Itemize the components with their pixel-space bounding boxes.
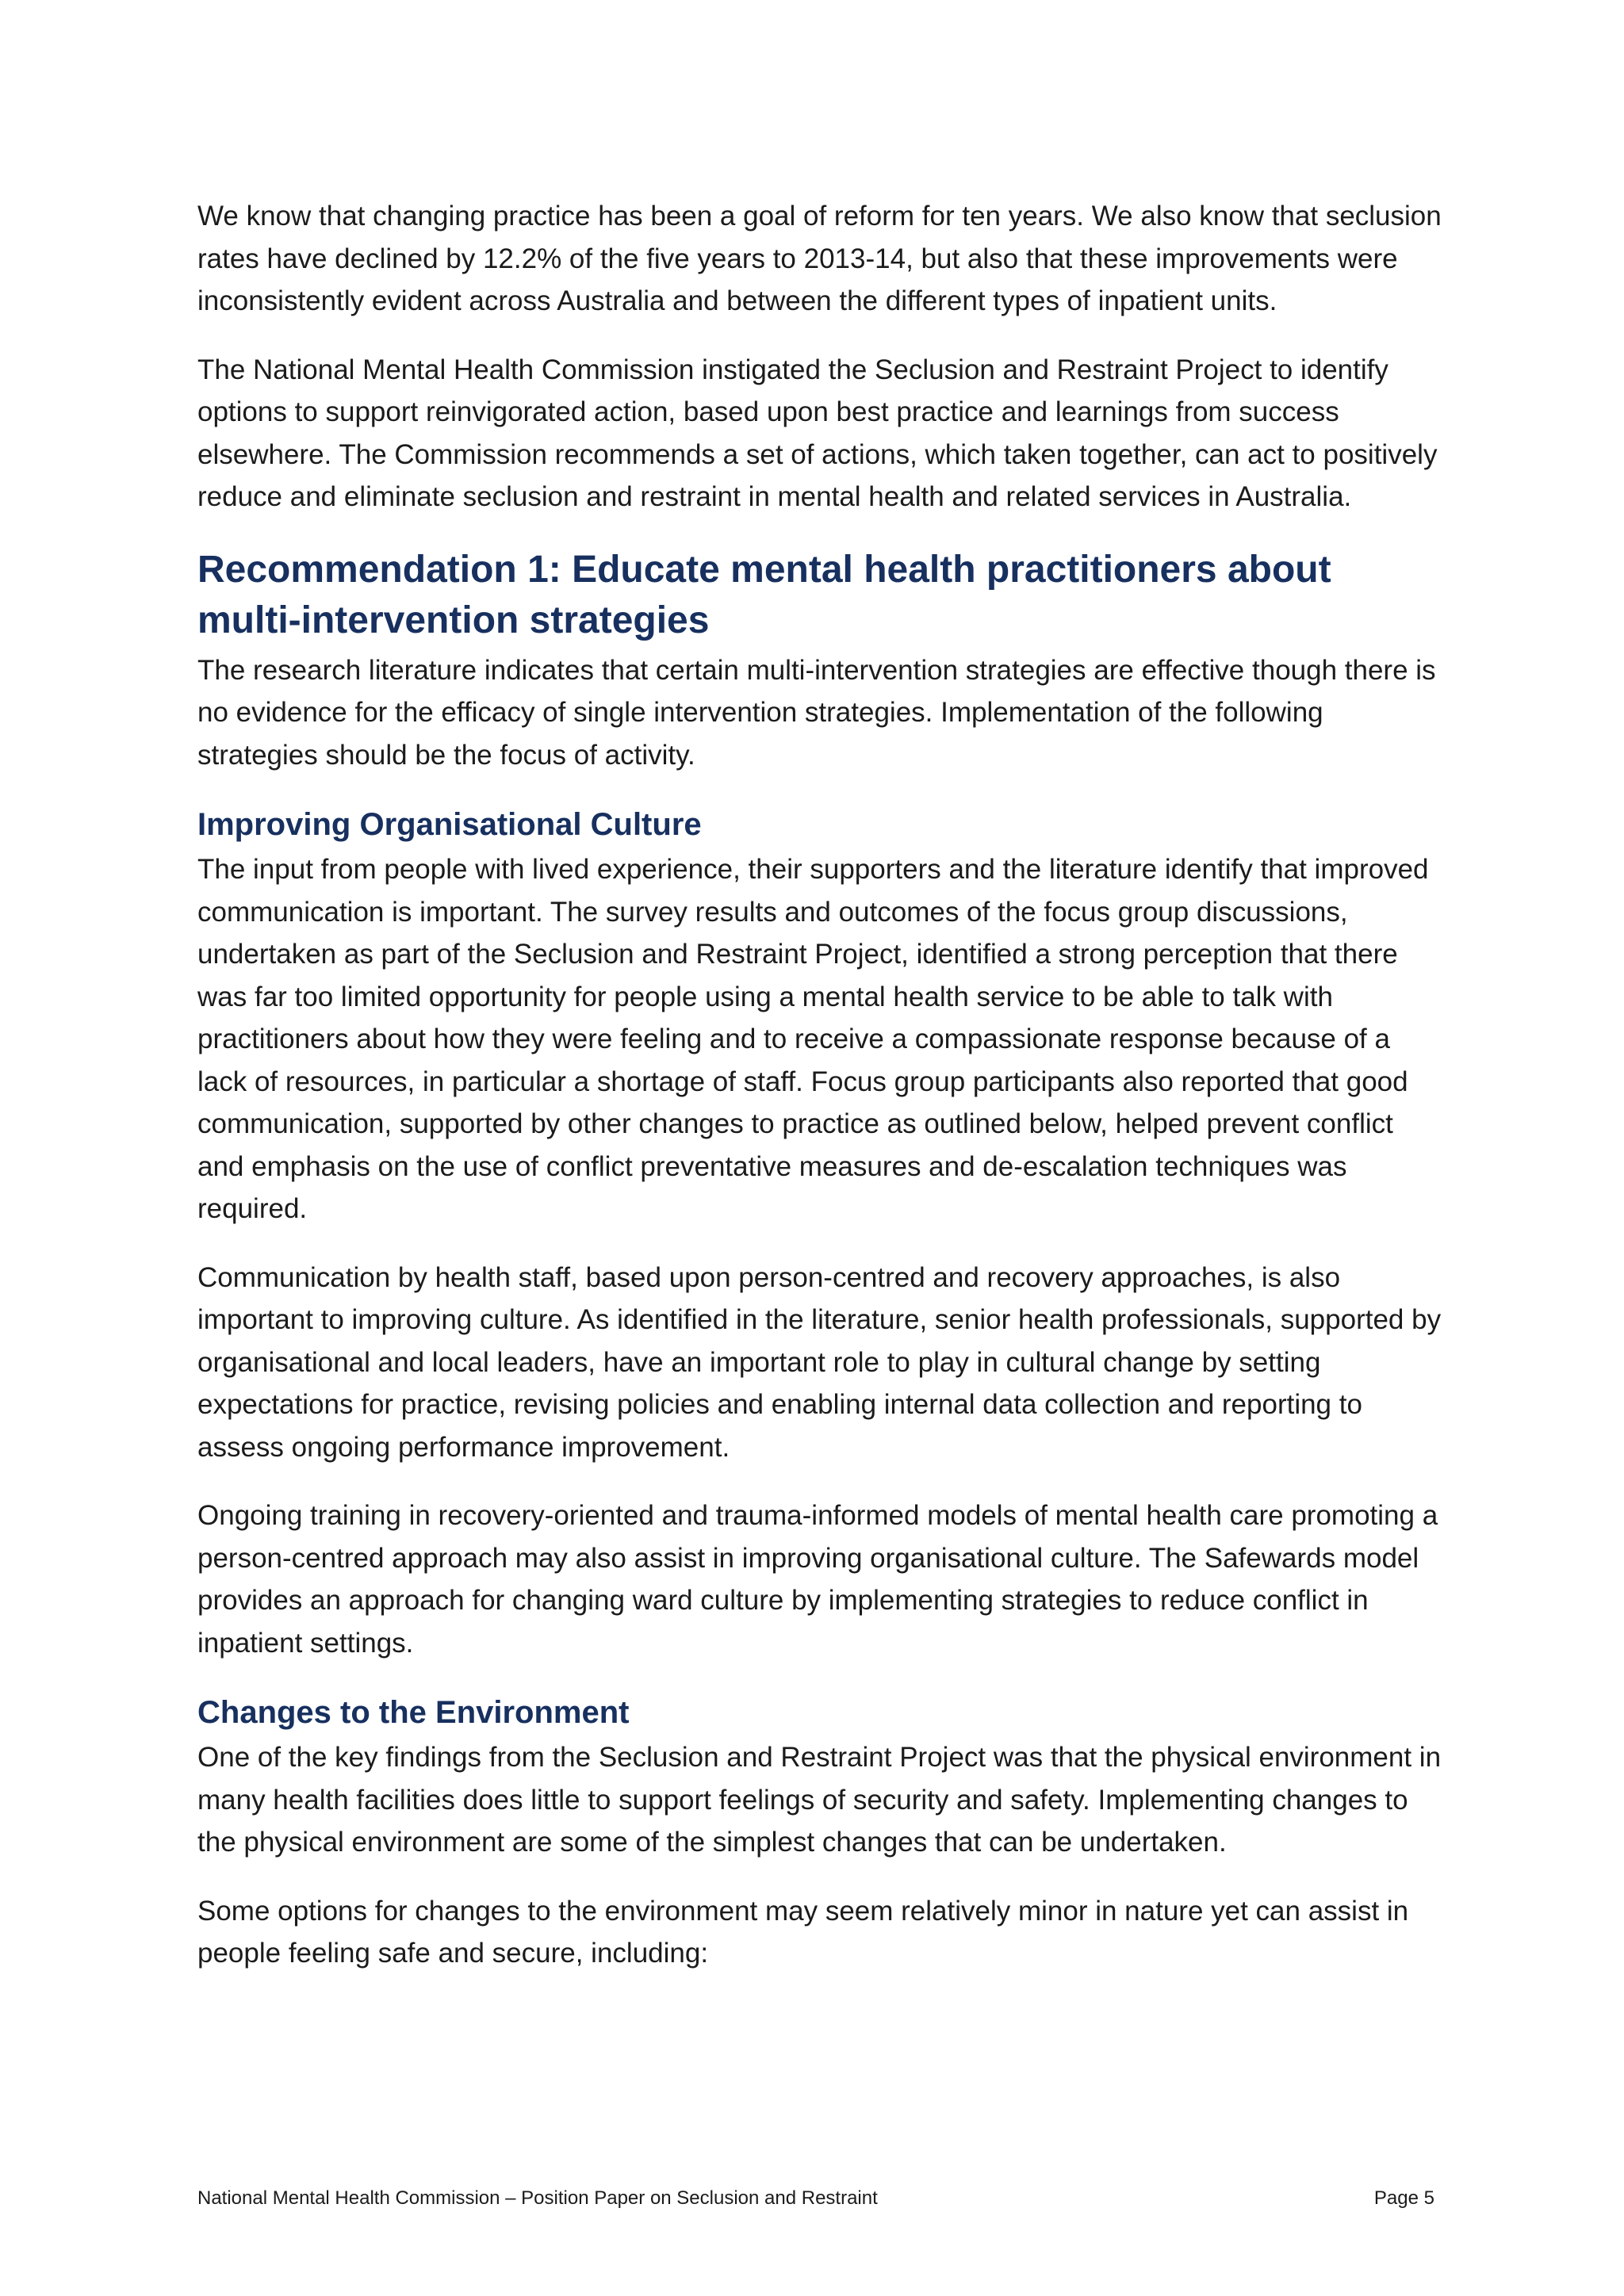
intro-paragraph-2: The National Mental Health Commission instigated the Seclusion and Restraint Project to identify options to support reinvigorated action, based upon best practice and learnings from success elsewhere. The Commission recommends a set of actions, which taken together, can act to positively reduce and eliminate seclusion and restraint in mental health and related services in Australia. — [197, 354, 1438, 512]
culture-paragraph-2: Communication by health staff, based upon person-centred and recovery approaches, is also important to improving culture. As identified in the literature, senior health professionals, supported by organisational and local leaders, have an important role to play in cultural change by setting expectations for practice, revising policies and enabling internal data collection and reporting to assess ongoing performance improvement. — [197, 1261, 1442, 1463]
recommendation-1-heading: Recommendation 1: Educate mental health practitioners about multi-intervention strategies — [197, 548, 1331, 641]
culture-paragraph-1: The input from people with lived experience, their supporters and the literature identify that improved communication is important. The survey results and outcomes of the focus group discussions, undertaken as part of the Seclusion and Restraint Project, identified a strong perception that there was far too limited opportunity for people using a mental health service to be able to talk with practitioners about how they were feeling and to receive a compassionate response because of a lack of resources, in particular a shortage of staff. Focus group participants also reported that good communication, supported by other changes to practice as outlined below, helped prevent conflict and emphasis on the use of conflict preventative measures and de-escalation techniques was required. — [197, 854, 1429, 1224]
intro-paragraph-1: We know that changing practice has been a goal of reform for ten years. We also know that seclusion rates have declined by 12.2% of the five years to 2013-14, but also that these improvements were inconsistently evident across Australia and between the different types of inpatient units. — [197, 201, 1442, 316]
environment-heading: Changes to the Environment — [197, 1695, 630, 1730]
footer-title: National Mental Health Commission – Position Paper on Seclusion and Restraint — [197, 2187, 878, 2209]
page-content — [197, 195, 1442, 2001]
environment-paragraph-2: Some options for changes to the environment may seem relatively minor in nature yet can assist in people feeling safe and secure, including: — [197, 1895, 1409, 1969]
recommendation-1-intro: The research literature indicates that certain multi-intervention strategies are effective though there is no evidence for the efficacy of single intervention strategies. Implementation of the following strategies should be the focus of activity. — [197, 654, 1436, 771]
culture-heading: Improving Organisational Culture — [197, 807, 702, 842]
culture-paragraph-3: Ongoing training in recovery-oriented and trauma-informed models of mental health care promoting a person-centred approach may also assist in improving organisational culture. The Safewards model provides an approach for changing ward culture by implementing strategies to reduce conflict in inpatient settings. — [197, 1500, 1438, 1659]
environment-paragraph-1: One of the key findings from the Seclusion and Restraint Project was that the physical environment in many health facilities does little to support feelings of security and safety. Implementing changes to the physical environment are some of the simplest changes that can be undertaken. — [197, 1742, 1442, 1858]
page-number: Page 5 — [1373, 2187, 1434, 2209]
